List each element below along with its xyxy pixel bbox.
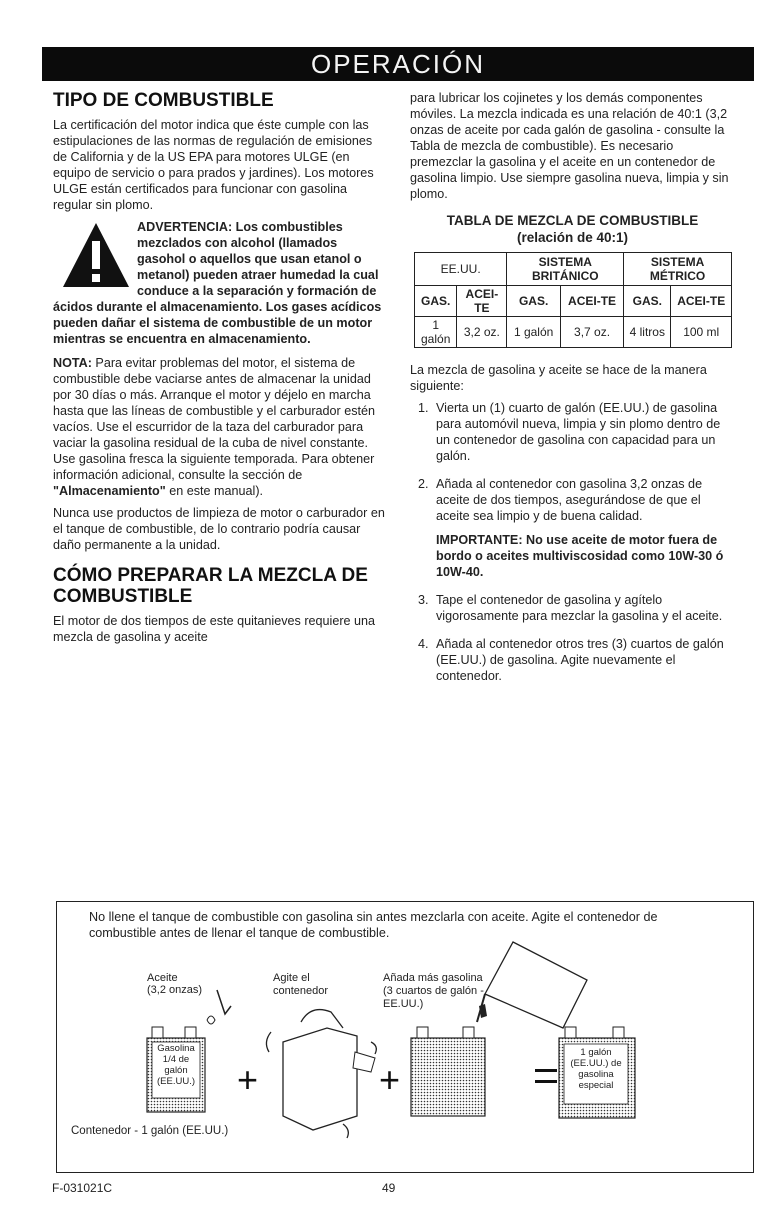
table-row	[415, 317, 732, 348]
left-column	[53, 90, 388, 651]
fuel-mix-illustration-box	[56, 901, 754, 1173]
fuel-type-heading: TIPO DE COMBUSTIBLE	[53, 90, 274, 111]
note-label: NOTA:	[53, 356, 92, 370]
container-label: Contenedor - 1 galón (EE.UU.)	[71, 1125, 229, 1137]
table-header-cell: ACEI-TE	[560, 286, 623, 317]
right-column	[410, 90, 735, 696]
warning-text: ADVERTENCIA: Los combustibles mezclados con alcohol (llamados gasohol o aquellos que usan etanol o metanol) pueden atraer humedad la cual conduce a la separación y formación de ácidos durante el almacenamiento. Los gases acídicos pueden dañar el sistema de combustible de un motor mientras se encuentra en almacenamiento.	[53, 220, 382, 346]
note-text: Para evitar problemas del motor, el sistema de combustible debe vaciarse antes de almacenar la unidad por 30 días o más. Arranque el motor y déjelo en marcha hasta que las líneas de combustible y el carburador estén vacíos. Use el escurridor de la taza del carburador para vaciar la gasolina residual de la cuba de nivel constante. Use gasolina fresca la siguiente temporada. Para obtener información adicional, consulte la sección de	[53, 356, 376, 482]
list-item	[432, 400, 735, 464]
step-text: Tape el contenedor de gasolina y agítelo vigorosamente para mezclar la gasolina y el aceite.	[436, 593, 723, 623]
storage-section-reference: "Almacenamiento"	[53, 484, 166, 498]
can1-label: Gasolina 1/4 de galón (EE.UU.)	[157, 1043, 195, 1087]
table-header-cell: GAS.	[624, 286, 671, 317]
table-header-cell: GAS.	[507, 286, 561, 317]
list-item	[432, 476, 735, 580]
group-metric: SISTEMA MÉTRICO	[624, 253, 732, 286]
document-code: F-031021C	[52, 1181, 113, 1195]
can-result-label: 1 galón (EE.UU.) de gasolina especial	[570, 1047, 622, 1091]
table-cell: 3,7 oz.	[560, 317, 623, 348]
table-header-cell: GAS.	[415, 286, 457, 317]
note-paragraph	[53, 355, 388, 499]
mix-prep-heading: CÓMO PREPARAR LA MEZCLA DE COMBUSTIBLE	[53, 565, 368, 607]
oil-label: Aceite	[147, 972, 178, 984]
table-column-row	[415, 286, 732, 317]
table-header-cell: ACEI-TE	[457, 286, 507, 317]
equals-icon	[535, 1069, 557, 1083]
important-notice: IMPORTANTE: No use aceite de motor fuera de bordo o aceites multiviscosidad como 10W-30 ó 10W-40.	[436, 533, 724, 579]
table-group-row	[415, 253, 732, 286]
table-cell: 1 galón	[507, 317, 561, 348]
oil-pour-icon	[207, 990, 231, 1024]
fuel-type-paragraph: La certificación del motor indica que éste cumple con las estipulaciones de las normas de regulación de emisiones de California y de la US EPA para motores ULGE (en equipo de servicio o para prados y jardines). Los motores ULGE están certificados para funcionar con gasolina regular sin plomo.	[53, 118, 374, 212]
list-item	[432, 592, 735, 624]
oil-quantity-label: (3,2 onzas)	[147, 984, 203, 996]
group-british: SISTEMA BRITÁNICO	[507, 253, 624, 286]
group-us: EE.UU.	[415, 253, 507, 286]
shake-container-icon	[266, 1010, 376, 1138]
table-cell: 4 litros	[624, 317, 671, 348]
steps-intro: La mezcla de gasolina y aceite se hace de la manera siguiente:	[410, 363, 707, 393]
warning-triangle-icon	[61, 221, 131, 291]
mix-table-title	[410, 212, 735, 246]
table-cell: 3,2 oz.	[457, 317, 507, 348]
step-text: Vierta un (1) cuarto de galón (EE.UU.) de gasolina para automóvil nueva, limpia y sin plomo dentro de un contenedor de gasolina con capacidad para un galón.	[436, 401, 721, 463]
table-cell: 100 ml	[671, 317, 732, 348]
never-use-cleaners-paragraph: Nunca use productos de limpieza de motor o carburador en el tanque de combustible, de lo contrario podría causar daño permanente a la unidad.	[53, 506, 385, 552]
add-gas-label: Añada más gasolina (3 cuartos de galón - EE.UU.)	[383, 972, 484, 1010]
mix-intro-paragraph: El motor de dos tiempos de este quitanieves requiere una mezcla de gasolina y aceite	[53, 614, 376, 644]
step-text: Añada al contenedor con gasolina 3,2 onzas de aceite de dos tiempos, asegurándose de que el aceite sea limpio y de buena calidad.	[436, 477, 703, 523]
list-item	[432, 636, 735, 684]
warning-block	[53, 219, 388, 347]
note-end: en este manual).	[165, 484, 264, 498]
shake-label: Agite el contenedor	[273, 972, 329, 997]
fuel-mix-table	[414, 252, 732, 348]
step-text: Añada al contenedor otros tres (3) cuartos de galón (EE.UU.) de gasolina. Agite nuevamente el contenedor.	[436, 637, 724, 683]
box-instruction-text: No llene el tanque de combustible con gasolina sin antes mezclarla con aceite. Agite el contenedor de combustible antes de llenar el tanque de combustible.	[89, 910, 658, 940]
plus-icon: +	[379, 1059, 401, 1100]
mix-continued-paragraph: para lubricar los cojinetes y los demás componentes móviles. La mezcla indicada es una relación de 40:1 (3,2 onzas de aceite por cada galón de gasolina - consulte la Tabla de mezcla de combustible). Es necesario premezclar la gasolina y el aceite en un contenedor de gasolina limpio. Use siempre gasolina nueva, limpia y sin plomo.	[410, 91, 729, 201]
mix-steps-list	[410, 400, 735, 684]
plus-icon: +	[237, 1059, 259, 1100]
mix-table-title-text: TABLA DE MEZCLA DE COMBUSTIBLE	[446, 213, 699, 228]
section-banner: OPERACIÓN	[42, 47, 754, 81]
table-header-cell: ACEI-TE	[671, 286, 732, 317]
table-cell: 1 galón	[415, 317, 457, 348]
page-number: 49	[382, 1181, 396, 1195]
mix-table-subtitle: (relación de 40:1)	[516, 230, 629, 245]
